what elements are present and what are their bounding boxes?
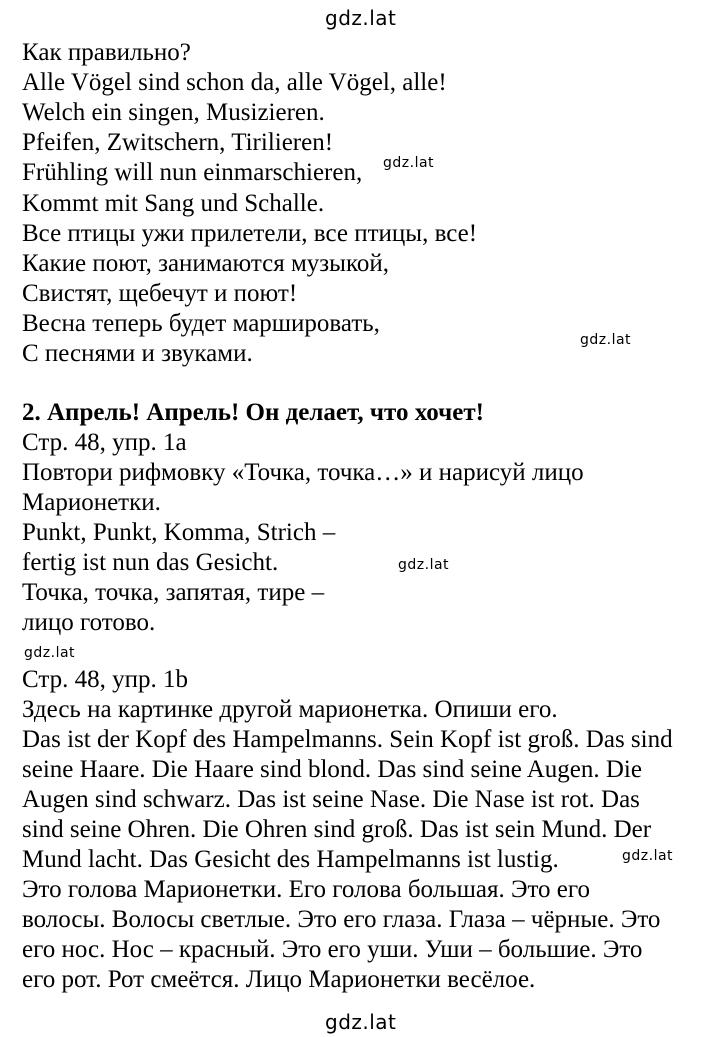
text-line: С песнями и звуками. [22, 340, 253, 367]
text-line: Kommt mit Sang und Schalle. [22, 190, 325, 217]
text-line: fertig ist nun das Gesicht. [22, 549, 279, 576]
text-line: Повтори рифмовку «Точка, точка…» и нарисуй лицо [22, 459, 584, 486]
text-line: Pfeifen, Zwitschern, Tirilieren! [22, 129, 334, 156]
exercise-ref: Стр. 48, упр. 1а [22, 429, 187, 456]
text-line: seine Haare. Die Haare sind blond. Das sind seine Augen. Die [22, 756, 642, 783]
text-line: его нос. Нос – красный. Это его уши. Уши – большие. Это [22, 936, 643, 963]
text-line: Это голова Марионетки. Его голова большая. Это его [22, 876, 591, 903]
text-line: Как правильно? [22, 39, 191, 66]
text-line: Марионетки. [22, 489, 161, 516]
text-line: Punkt, Punkt, Komma, Strich – [22, 519, 336, 546]
section-heading: 2. Апрель! Апрель! Он делает, что хочет! [22, 399, 484, 426]
text-line: его рот. Рот смеётся. Лицо Марионетки весёлое. [22, 966, 536, 993]
watermark: gdz.lat [622, 848, 674, 864]
text-line: Какие поют, занимаются музыкой, [22, 250, 389, 277]
text-line: лицо готово. [22, 609, 156, 636]
text-line: sind seine Ohren. Die Ohren sind groß. Das ist sein Mund. Der [22, 816, 652, 843]
watermark-top: gdz.lat [325, 6, 397, 30]
text-line: Здесь на картинке другой марионетка. Опиши его. [22, 696, 558, 723]
exercise-ref: Стр. 48, упр. 1b [22, 666, 188, 693]
text-line: Mund lacht. Das Gesicht des Hampelmanns ist lustig. [22, 846, 559, 873]
text-line: Alle Vögel sind schon da, alle Vögel, alle! [22, 69, 447, 96]
watermark: gdz.lat [398, 557, 450, 573]
text-line: Das ist der Kopf des Hampelmanns. Sein Kopf ist groß. Das sind [22, 726, 673, 753]
text-line: волосы. Волосы светлые. Это его глаза. Глаза – чёрные. Это [22, 906, 661, 933]
text-line: Свистят, щебечут и поют! [22, 280, 298, 307]
text-line: Весна теперь будет маршировать, [22, 310, 380, 337]
watermark-bottom: gdz.lat [325, 1010, 397, 1034]
watermark: gdz.lat [580, 332, 632, 348]
text-line: Frühling will nun einmarschieren, [22, 159, 363, 186]
text-line: Augen sind schwarz. Das ist seine Nase. Die Nase ist rot. Das [22, 786, 640, 813]
text-line: Все птицы ужи прилетели, все птицы, все! [22, 220, 478, 247]
watermark: gdz.lat [383, 155, 435, 171]
watermark: gdz.lat [24, 645, 76, 661]
text-line: Точка, точка, запятая, тире – [22, 579, 325, 606]
text-line: Welch ein singen, Musizieren. [22, 99, 325, 126]
